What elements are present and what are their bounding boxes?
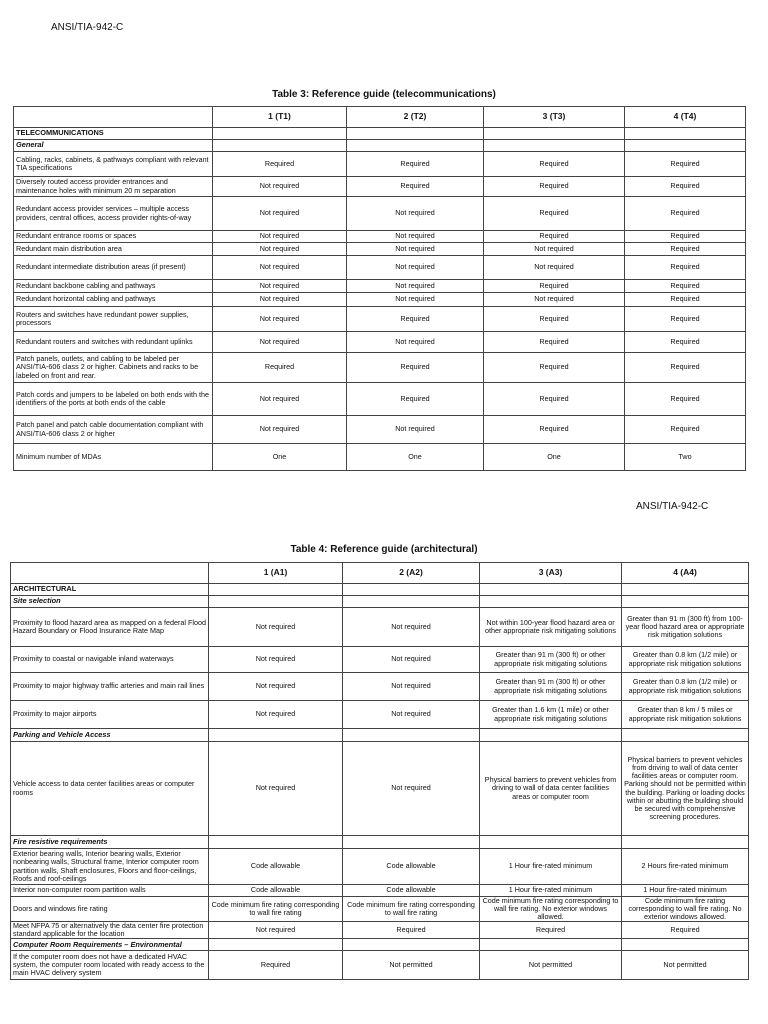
empty-cell bbox=[209, 729, 343, 742]
tier-value: Not required bbox=[213, 307, 347, 332]
subsection-row bbox=[11, 729, 749, 742]
subsection-title: Parking and Vehicle Access bbox=[11, 729, 209, 742]
subsection-title: Site selection bbox=[11, 596, 209, 608]
section-title: ARCHITECTURAL bbox=[11, 584, 209, 596]
tier-value: Greater than 91 m (300 ft) or other appropriate risk mitigating solutions bbox=[480, 673, 622, 701]
requirement-label: Interior non-computer room partition walls bbox=[11, 885, 209, 897]
tier-value: Not permitted bbox=[622, 951, 749, 980]
tier-value: Required bbox=[484, 231, 625, 243]
requirement-label: Minimum number of MDAs bbox=[14, 444, 213, 471]
tier-value: Not required bbox=[484, 256, 625, 280]
subsection-title: General bbox=[14, 140, 213, 152]
column-header bbox=[11, 563, 209, 584]
tier-value: Required bbox=[213, 152, 347, 177]
table-row bbox=[14, 293, 746, 307]
tier-value: Not required bbox=[213, 332, 347, 353]
empty-cell bbox=[622, 596, 749, 608]
tier-value: Required bbox=[343, 922, 480, 939]
empty-cell bbox=[343, 584, 480, 596]
column-header: 2 (T2) bbox=[347, 107, 484, 128]
requirement-label: Redundant backbone cabling and pathways bbox=[14, 280, 213, 293]
table-row bbox=[14, 243, 746, 256]
table-row bbox=[14, 280, 746, 293]
column-header: 4 (T4) bbox=[625, 107, 746, 128]
table-row bbox=[14, 256, 746, 280]
tier-value: Required bbox=[213, 353, 347, 383]
column-header: 3 (T3) bbox=[484, 107, 625, 128]
tier-value: One bbox=[213, 444, 347, 471]
subsection-row bbox=[14, 140, 746, 152]
tier-value: Required bbox=[484, 307, 625, 332]
table-row bbox=[14, 177, 746, 197]
table-row bbox=[14, 231, 746, 243]
requirement-label: Patch panel and patch cable documentation compliant with ANSI/TIA-606 class 2 or higher bbox=[14, 416, 213, 444]
tier-value: Required bbox=[622, 922, 749, 939]
tier-value: Not required bbox=[213, 280, 347, 293]
tier-value: Greater than 91 m (300 ft) from 100-year flood hazard area or appropriate risk mitigation solutions bbox=[622, 608, 749, 647]
empty-cell bbox=[622, 729, 749, 742]
tier-value: Code allowable bbox=[209, 849, 343, 885]
tier-value: Required bbox=[625, 152, 746, 177]
tier-value: Required bbox=[625, 293, 746, 307]
tier-value: Required bbox=[347, 307, 484, 332]
table-header-row bbox=[14, 107, 746, 128]
empty-cell bbox=[343, 939, 480, 951]
page-header-second: ANSI/TIA-942-C bbox=[636, 501, 709, 512]
requirement-label: Redundant intermediate distribution areas (if present) bbox=[14, 256, 213, 280]
subsection-row bbox=[11, 836, 749, 849]
requirement-label: Proximity to major highway traffic arteries and main rail lines bbox=[11, 673, 209, 701]
tier-value: Not required bbox=[209, 742, 343, 836]
tier-value: Not required bbox=[347, 293, 484, 307]
empty-cell bbox=[484, 128, 625, 140]
telecommunications-table bbox=[13, 106, 746, 471]
requirement-label: Proximity to coastal or navigable inland waterways bbox=[11, 647, 209, 673]
empty-cell bbox=[347, 140, 484, 152]
table-row bbox=[14, 383, 746, 416]
empty-cell bbox=[209, 836, 343, 849]
tier-value: 1 Hour fire-rated minimum bbox=[622, 885, 749, 897]
tier-value: 1 Hour fire-rated minimum bbox=[480, 885, 622, 897]
tier-value: Greater than 91 m (300 ft) or other appropriate risk mitigating solutions bbox=[480, 647, 622, 673]
column-header: 4 (A4) bbox=[622, 563, 749, 584]
tier-value: Not required bbox=[343, 647, 480, 673]
requirement-label: Doors and windows fire rating bbox=[11, 897, 209, 922]
tier-value: Code minimum fire rating corresponding to wall fire rating bbox=[343, 897, 480, 922]
tier-value: Not required bbox=[213, 293, 347, 307]
table-row bbox=[11, 701, 749, 729]
tier-value: Required bbox=[484, 152, 625, 177]
tier-value: Required bbox=[484, 197, 625, 231]
tier-value: 1 Hour fire-rated minimum bbox=[480, 849, 622, 885]
requirement-label: Patch panels, outlets, and cabling to be labeled per ANSI/TIA-606 class 2 or higher. Cabinets and racks to be labeled on front and rear. bbox=[14, 353, 213, 383]
tier-value: One bbox=[347, 444, 484, 471]
empty-cell bbox=[213, 140, 347, 152]
tier-value: Greater than 8 km / 5 miles or appropriate risk mitigation solutions bbox=[622, 701, 749, 729]
tier-value: Not required bbox=[343, 742, 480, 836]
tier-value: Not permitted bbox=[343, 951, 480, 980]
tier-value: Required bbox=[480, 922, 622, 939]
table-row bbox=[14, 307, 746, 332]
column-header bbox=[14, 107, 213, 128]
requirement-label: Routers and switches have redundant power supplies, processors bbox=[14, 307, 213, 332]
table-row bbox=[11, 647, 749, 673]
tier-value: Required bbox=[484, 416, 625, 444]
requirement-label: Proximity to major airports bbox=[11, 701, 209, 729]
tier-value: Required bbox=[625, 256, 746, 280]
table-row bbox=[14, 416, 746, 444]
table-row bbox=[11, 885, 749, 897]
tier-value: Not required bbox=[484, 293, 625, 307]
tier-value: Not required bbox=[347, 231, 484, 243]
empty-cell bbox=[480, 729, 622, 742]
requirement-label: Redundant entrance rooms or spaces bbox=[14, 231, 213, 243]
tier-value: Not required bbox=[209, 608, 343, 647]
tier-value: Not required bbox=[347, 416, 484, 444]
tier-value: Code minimum fire rating corresponding to wall fire rating. No exterior windows allowed. bbox=[622, 897, 749, 922]
tier-value: Not required bbox=[347, 256, 484, 280]
tier-value: 2 Hours fire-rated minimum bbox=[622, 849, 749, 885]
table-row bbox=[11, 849, 749, 885]
section-row bbox=[11, 584, 749, 596]
empty-cell bbox=[480, 836, 622, 849]
requirement-label: Patch cords and jumpers to be labeled on both ends with the identifiers of the ports at both ends of the cable bbox=[14, 383, 213, 416]
subsection-row bbox=[11, 596, 749, 608]
table4-title: Table 4: Reference guide (architectural) bbox=[290, 544, 478, 555]
tier-value: Not required bbox=[209, 922, 343, 939]
empty-cell bbox=[622, 939, 749, 951]
tier-value: Not required bbox=[209, 647, 343, 673]
empty-cell bbox=[343, 596, 480, 608]
table-row bbox=[11, 742, 749, 836]
tier-value: Required bbox=[625, 383, 746, 416]
table3-title: Table 3: Reference guide (telecommunications) bbox=[272, 89, 496, 100]
requirement-label: Exterior bearing walls, Interior bearing walls, Exterior nonbearing walls, Structural frame, Interior computer room partition walls, Shaft enclosures, Floors and floor-ceilings, Roofs and roof-ceilings bbox=[11, 849, 209, 885]
tier-value: One bbox=[484, 444, 625, 471]
tier-value: Code minimum fire rating corresponding to wall fire rating. No exterior windows allowed. bbox=[480, 897, 622, 922]
empty-cell bbox=[343, 729, 480, 742]
table-header-row bbox=[11, 563, 749, 584]
subsection-title: Computer Room Requirements – Environmental bbox=[11, 939, 209, 951]
tier-value: Not within 100-year flood hazard area or other appropriate risk mitigating solutions bbox=[480, 608, 622, 647]
tier-value: Required bbox=[347, 383, 484, 416]
tier-value: Physical barriers to prevent vehicles from driving to wall of data center facilities areas or computer room. Parking should not be permitted within the building. Parking or loading docks within or abutting the building should be secured with comprehensive screening procedures. bbox=[622, 742, 749, 836]
table-row bbox=[11, 673, 749, 701]
empty-cell bbox=[209, 584, 343, 596]
tier-value: Required bbox=[484, 332, 625, 353]
empty-cell bbox=[480, 584, 622, 596]
requirement-label: Proximity to flood hazard area as mapped on a federal Flood Hazard Boundary or Flood Insurance Rate Map bbox=[11, 608, 209, 647]
tier-value: Code allowable bbox=[343, 849, 480, 885]
table-row bbox=[14, 152, 746, 177]
tier-value: Not required bbox=[484, 243, 625, 256]
subsection-row bbox=[11, 939, 749, 951]
tier-value: Not required bbox=[209, 701, 343, 729]
empty-cell bbox=[213, 128, 347, 140]
empty-cell bbox=[209, 939, 343, 951]
tier-value: Not permitted bbox=[480, 951, 622, 980]
tier-value: Required bbox=[625, 416, 746, 444]
tier-value: Required bbox=[347, 353, 484, 383]
tier-value: Not required bbox=[213, 231, 347, 243]
tier-value: Required bbox=[484, 177, 625, 197]
tier-value: Required bbox=[625, 353, 746, 383]
tier-value: Not required bbox=[343, 701, 480, 729]
tier-value: Not required bbox=[213, 416, 347, 444]
tier-value: Greater than 0.8 km (1/2 mile) or appropriate risk mitigation solutions bbox=[622, 673, 749, 701]
tier-value: Required bbox=[625, 197, 746, 231]
tier-value: Required bbox=[484, 280, 625, 293]
tier-value: Required bbox=[209, 951, 343, 980]
tier-value: Not required bbox=[209, 673, 343, 701]
tier-value: Required bbox=[625, 243, 746, 256]
requirement-label: Diversely routed access provider entrances and maintenance holes with minimum 20 m separation bbox=[14, 177, 213, 197]
table-row bbox=[14, 197, 746, 231]
tier-value: Not required bbox=[347, 197, 484, 231]
table-row bbox=[14, 332, 746, 353]
tier-value: Not required bbox=[343, 673, 480, 701]
table-row bbox=[11, 951, 749, 980]
tier-value: Required bbox=[347, 152, 484, 177]
tier-value: Not required bbox=[213, 177, 347, 197]
tier-value: Required bbox=[625, 177, 746, 197]
empty-cell bbox=[484, 140, 625, 152]
empty-cell bbox=[625, 140, 746, 152]
empty-cell bbox=[347, 128, 484, 140]
table-row bbox=[11, 608, 749, 647]
tier-value: Not required bbox=[213, 197, 347, 231]
tier-value: Not required bbox=[213, 243, 347, 256]
tier-value: Greater than 0.8 km (1/2 mile) or appropriate risk mitigation solutions bbox=[622, 647, 749, 673]
column-header: 1 (A1) bbox=[209, 563, 343, 584]
requirement-label: Meet NFPA 75 or alternatively the data center fire protection standard applicable for the location bbox=[11, 922, 209, 939]
tier-value: Required bbox=[625, 307, 746, 332]
tier-value: Code allowable bbox=[209, 885, 343, 897]
tier-value: Required bbox=[625, 332, 746, 353]
column-header: 2 (A2) bbox=[343, 563, 480, 584]
tier-value: Not required bbox=[347, 243, 484, 256]
requirement-label: Vehicle access to data center facilities areas or computer rooms bbox=[11, 742, 209, 836]
page-header: ANSI/TIA-942-C bbox=[51, 22, 124, 33]
requirement-label: Redundant routers and switches with redundant uplinks bbox=[14, 332, 213, 353]
tier-value: Required bbox=[484, 353, 625, 383]
tier-value: Required bbox=[484, 383, 625, 416]
tier-value: Not required bbox=[347, 332, 484, 353]
tier-value: Code minimum fire rating corresponding to wall fire rating bbox=[209, 897, 343, 922]
architectural-table bbox=[10, 562, 749, 980]
tier-value: Not required bbox=[213, 383, 347, 416]
tier-value: Required bbox=[625, 280, 746, 293]
tier-value: Greater than 1.6 km (1 mile) or other appropriate risk mitigating solutions bbox=[480, 701, 622, 729]
tier-value: Required bbox=[625, 231, 746, 243]
tier-value: Code allowable bbox=[343, 885, 480, 897]
requirement-label: Redundant horizontal cabling and pathways bbox=[14, 293, 213, 307]
section-title: TELECOMMUNICATIONS bbox=[14, 128, 213, 140]
tier-value: Not required bbox=[213, 256, 347, 280]
empty-cell bbox=[209, 596, 343, 608]
tier-value: Required bbox=[347, 177, 484, 197]
empty-cell bbox=[480, 596, 622, 608]
tier-value: Not required bbox=[343, 608, 480, 647]
tier-value: Physical barriers to prevent vehicles from driving to wall of data center facilities areas or computer room bbox=[480, 742, 622, 836]
tier-value: Not required bbox=[347, 280, 484, 293]
table-row bbox=[11, 897, 749, 922]
table-row bbox=[11, 922, 749, 939]
empty-cell bbox=[622, 836, 749, 849]
tier-value: Two bbox=[625, 444, 746, 471]
subsection-title: Fire resistive requirements bbox=[11, 836, 209, 849]
column-header: 1 (T1) bbox=[213, 107, 347, 128]
table-row bbox=[14, 353, 746, 383]
empty-cell bbox=[622, 584, 749, 596]
table-row bbox=[14, 444, 746, 471]
empty-cell bbox=[625, 128, 746, 140]
section-row bbox=[14, 128, 746, 140]
requirement-label: Cabling, racks, cabinets, & pathways compliant with relevant TIA specifications bbox=[14, 152, 213, 177]
requirement-label: Redundant access provider services – multiple access providers, central offices, access provider rights-of-way bbox=[14, 197, 213, 231]
column-header: 3 (A3) bbox=[480, 563, 622, 584]
requirement-label: Redundant main distribution area bbox=[14, 243, 213, 256]
empty-cell bbox=[343, 836, 480, 849]
requirement-label: If the computer room does not have a dedicated HVAC system, the computer room located with ready access to the main HVAC delivery system bbox=[11, 951, 209, 980]
empty-cell bbox=[480, 939, 622, 951]
